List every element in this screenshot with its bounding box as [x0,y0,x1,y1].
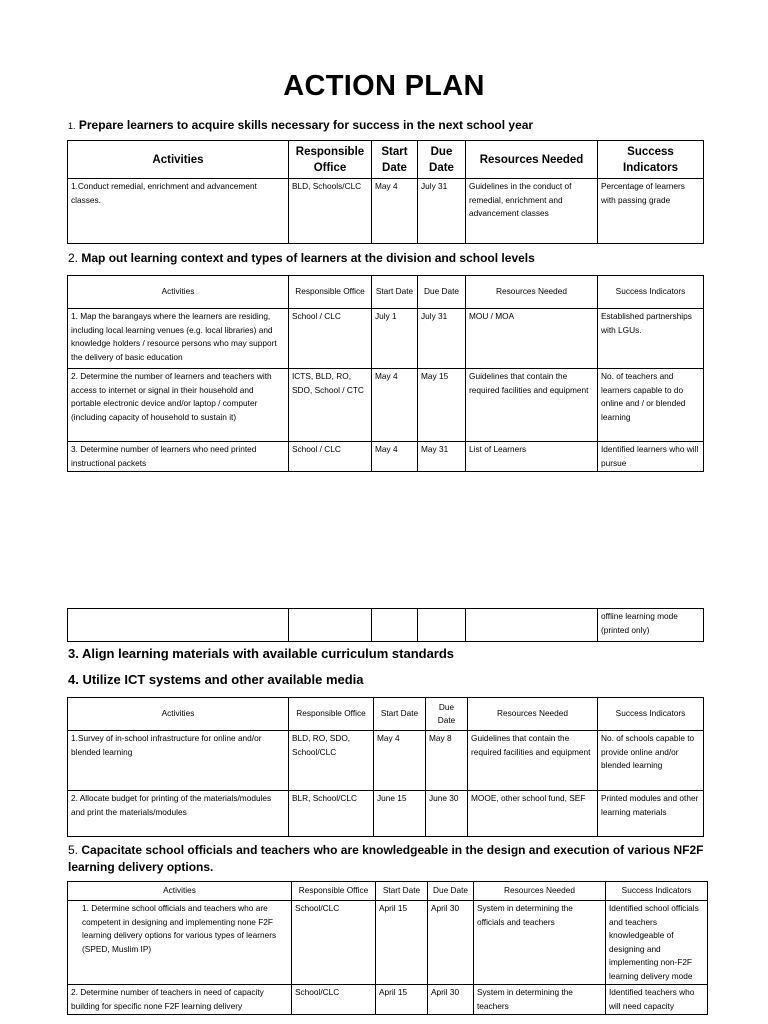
cell-indicators: offline learning mode (printed only) [598,609,704,642]
cell-resources: System in determining the teachers [474,985,606,1015]
col-due-date: Due Date [426,698,468,731]
col-resources-needed: Resources Needed [474,882,606,901]
col-activities: Activities [68,882,292,901]
cell-resources: MOOE, other school fund, SEF [468,791,598,837]
col-activities: Activities [68,141,289,179]
cell-indicators: Identified teachers who will need capacity [606,985,708,1015]
cell-indicators: Printed modules and other learning materials [598,791,704,837]
col-due-date: Due Date [418,141,466,179]
table-row [68,791,704,837]
cell-office: BLD, Schools/CLC [289,179,372,244]
col-activities: Activities [68,276,289,309]
cell-due: May 15 [418,369,466,442]
cell-indicators: Identified school officials and teachers knowledgeable of designing and implementing non-F2F learning delivery mode [606,901,708,985]
cell-office: School / CLC [289,442,372,472]
cell-start [372,609,418,642]
col-resources-needed: Resources Needed [466,276,598,309]
cell-start: May 4 [372,179,418,244]
table-row [68,985,708,1015]
table-2-continuation [67,608,704,642]
cell-start: May 4 [372,442,418,472]
col-responsible-office: Responsible Office [289,698,374,731]
cell-start: May 4 [374,731,426,791]
cell-start: June 15 [374,791,426,837]
table-4 [67,697,704,837]
cell-activity: 1. Determine school officials and teachers who are competent in designing and implementing none F2F learning delivery options for various types of learners (SPED, Muslim IP) [68,901,292,985]
cell-office: School/CLC [292,985,376,1015]
table-row [68,442,704,472]
section-3-heading [68,646,454,661]
cell-resources: Guidelines in the conduct of remedial, enrichment and advancement classes [466,179,598,244]
cell-activity: 2. Determine number of teachers in need of capacity building for specific none F2F learning delivery [68,985,292,1015]
cell-office: BLD, RO, SDO, School/CLC [289,731,374,791]
cell-due: May 8 [426,731,468,791]
col-responsible-office: Responsible Office [289,276,372,309]
cell-office: School/CLC [292,901,376,985]
cell-start: May 4 [372,369,418,442]
section-5-heading [68,842,708,876]
cell-activity: 3. Determine number of learners who need printed instructional packets [68,442,289,472]
section-title: Align learning materials with available curriculum standards [81,646,455,661]
col-success-indicators: Success Indicators [606,882,708,901]
cell-activity: 1.Survey of in-school infrastructure for online and/or blended learning [68,731,289,791]
cell-indicators: Established partnerships with LGUs. [598,309,704,369]
cell-due: July 31 [418,309,466,369]
table-header-row [68,882,708,901]
section-1-heading [68,118,533,132]
cell-office: BLR, School/CLC [289,791,374,837]
col-start-date: Start Date [372,276,418,309]
table-row [68,179,704,244]
cell-resources: List of Learners [466,442,598,472]
cell-activity: 1.Conduct remedial, enrichment and advancement classes. [68,179,289,244]
cell-resources: Guidelines that contain the required facilities and equipment [468,731,598,791]
table-1 [67,140,704,244]
cell-due [418,609,466,642]
cell-resources: MOU / MOA [466,309,598,369]
cell-indicators: Identified learners who will pursue [598,442,704,472]
cell-indicators: No. of teachers and learners capable to do online and / or blended learning [598,369,704,442]
section-title: Capacitate school officials and teachers who are knowledgeable in the design and execution of various NF2F learning delivery options. [68,843,704,874]
col-success-indicators: Success Indicators [598,276,704,309]
cell-resources: Guidelines that contain the required facilities and equipment [466,369,598,442]
cell-office [289,609,372,642]
table-row [68,901,708,985]
cell-resources [466,609,598,642]
col-start-date: Start Date [372,141,418,179]
table-2 [67,275,704,472]
col-success-indicators: Success Indicators [598,141,704,179]
col-start-date: Start Date [374,698,426,731]
table-header-row [68,698,704,731]
col-responsible-office: Responsible Office [289,141,372,179]
cell-start: April 15 [376,901,428,985]
cell-activity: 2. Allocate budget for printing of the materials/modules and print the materials/modules [68,791,289,837]
table-row [68,309,704,369]
section-title: Utilize ICT systems and other available media [82,672,364,687]
cell-due: July 31 [418,179,466,244]
cell-due: May 31 [418,442,466,472]
cell-office: School / CLC [289,309,372,369]
table-5 [67,881,708,1015]
col-resources-needed: Resources Needed [468,698,598,731]
col-responsible-office: Responsible Office [292,882,376,901]
cell-due: April 30 [428,985,474,1015]
cell-activity [68,609,289,642]
cell-resources: System in determining the officials and teachers [474,901,606,985]
cell-activity: 2. Determine the number of learners and teachers with access to internet or signal in their household and portable electronic device and/or laptop / computer (including capacity of household to sustain it) [68,369,289,442]
cell-indicators: No. of schools capable to provide online and/or blended learning [598,731,704,791]
section-title: Prepare learners to acquire skills necessary for success in the next school year [78,118,534,132]
cell-activity: 1. Map the barangays where the learners are residing, including local learning venues (e.g. local libraries) and knowledge holders / resource persons who may support the delivery of basic education [68,309,289,369]
section-number: 3. [68,646,79,661]
table-row [68,609,704,642]
section-4-heading [68,672,364,687]
section-number: 4. [68,672,79,687]
col-start-date: Start Date [376,882,428,901]
table-row [68,369,704,442]
section-number: 5. [68,843,79,857]
col-resources-needed: Resources Needed [466,141,598,179]
cell-start: July 1 [372,309,418,369]
col-due-date: Due Date [418,276,466,309]
cell-indicators: Percentage of learners with passing grade [598,179,704,244]
col-due-date: Due Date [428,882,474,901]
table-row [68,731,704,791]
col-activities: Activities [68,698,289,731]
section-2-heading [68,251,535,265]
table-header-row [68,276,704,309]
section-title: Map out learning context and types of learners at the division and school levels [81,251,535,265]
col-success-indicators: Success Indicators [598,698,704,731]
table-header-row [68,141,704,179]
section-number: 2. [68,251,79,265]
cell-due: April 30 [428,901,474,985]
cell-start: April 15 [376,985,428,1015]
page-title: ACTION PLAN [283,70,485,102]
section-number: 1. [68,121,76,131]
cell-office: ICTS, BLD, RO, SDO, School / CTC [289,369,372,442]
cell-due: June 30 [426,791,468,837]
